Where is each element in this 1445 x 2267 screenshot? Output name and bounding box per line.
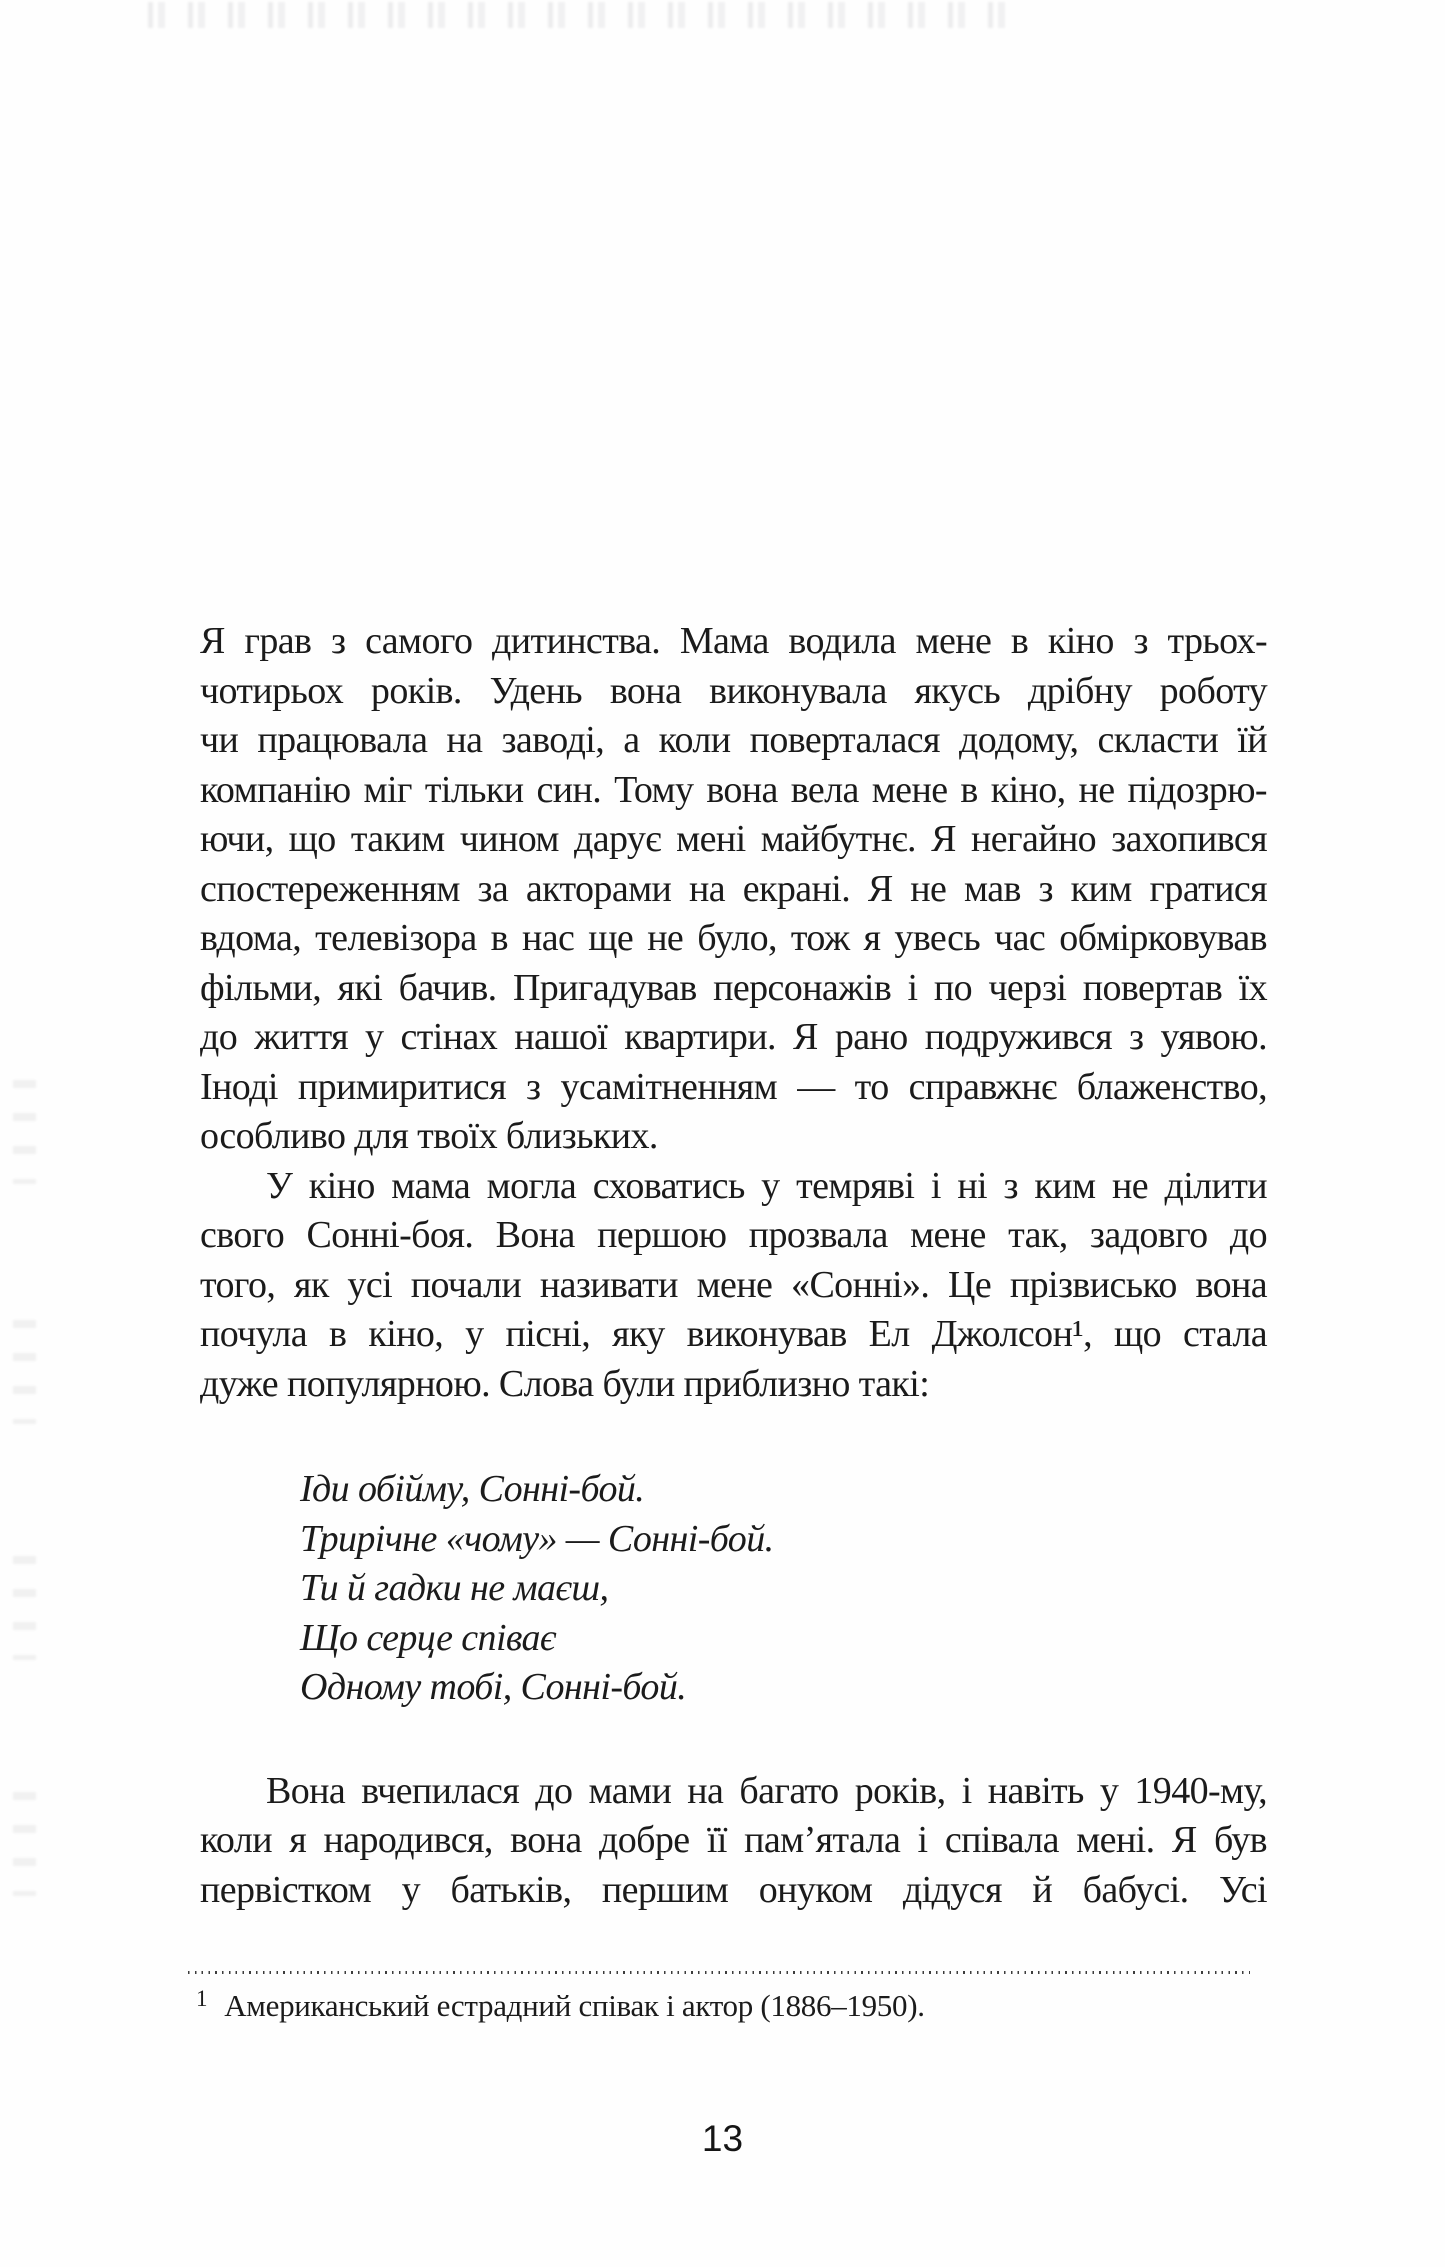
text-line: фільми, які бачив. Пригадував персонажів і по черзі повертав їх bbox=[200, 966, 1267, 1009]
text-line: компанію міг тільки син. Тому вона вела мене в кіно, не підозрю- bbox=[200, 768, 1267, 811]
text-line: ючи, що таким чином дарує мені майбутнє. Я негайно захопився bbox=[200, 818, 1267, 860]
text-line: Одному тобі, Сонні-бой. bbox=[300, 1666, 687, 1708]
page-bleed-through-artifact bbox=[13, 1320, 36, 1424]
text-line: почула в кіно, у пісні, яку виконував Ел Джолсон¹, що стала bbox=[200, 1313, 1267, 1355]
page-text-block bbox=[200, 617, 1267, 1915]
page-bleed-through-artifact bbox=[148, 2, 1010, 28]
text-line: вдома, телевізора в нас ще не було, тож я увесь час обмірковував bbox=[200, 917, 1267, 959]
text-line: коли я народився, вона добре її пам’ятала і співала мені. Я був bbox=[200, 1819, 1267, 1861]
text-line: Вона вчепилася до мами на багато років, і навіть у 1940-му, bbox=[266, 1769, 1267, 1812]
text-line: Іноді примиритися з усамітненням — то справжнє блаженство, bbox=[200, 1065, 1267, 1108]
text-line: Що серце співає bbox=[300, 1616, 556, 1659]
song-verse bbox=[300, 1465, 1267, 1713]
text-line: свого Сонні-боя. Вона першою прозвала мене так, задовго до bbox=[200, 1214, 1267, 1256]
paragraph-3 bbox=[200, 1767, 1267, 1916]
page-bleed-through-artifact bbox=[13, 1792, 36, 1896]
text-line: Я грав з самого дитинства. Мама водила мене в кіно з трьох- bbox=[200, 620, 1267, 662]
text-line: Ти й гадки не маєш, bbox=[300, 1567, 609, 1609]
paragraph-1 bbox=[200, 617, 1267, 1162]
page-bleed-through-artifact bbox=[13, 1080, 36, 1184]
text-line: Трирічне «чому» — Сонні-бой. bbox=[300, 1517, 774, 1560]
text-line: до життя у стінах нашої квартири. Я рано подружився з уявою. bbox=[200, 1016, 1267, 1058]
text-line: чотирьох років. Удень вона виконувала якусь дрібну роботу bbox=[200, 669, 1267, 712]
text-line: особливо для твоїх близьких. bbox=[200, 1115, 658, 1157]
text-line: чи працювала на заводі, а коли поверталася додому, скласти їй bbox=[200, 719, 1267, 761]
text-line: У кіно мама могла сховатись у темряві і ні з ким не ділити bbox=[266, 1164, 1267, 1207]
text-line: Іди обійму, Сонні-бой. bbox=[300, 1468, 645, 1510]
footnote-text: Американський естрадний співак і актор (1886–1950). bbox=[224, 1988, 925, 2023]
text-line: того, як усі почали називати мене «Сонні». Це прізвисько вона bbox=[200, 1263, 1267, 1306]
text-line: дуже популярною. Слова були приблизно такі: bbox=[200, 1362, 930, 1405]
page-bleed-through-artifact bbox=[13, 1556, 36, 1660]
footnote-marker: 1 bbox=[196, 1986, 208, 2011]
text-line: спостереженням за акторами на екрані. Я не мав з ким гратися bbox=[200, 867, 1267, 910]
paragraph-2 bbox=[200, 1162, 1267, 1410]
text-line: первістком у батьків, першим онуком дідуся й бабусі. Усі bbox=[200, 1868, 1267, 1911]
footnote-separator bbox=[188, 1971, 1250, 1974]
footnote bbox=[196, 1988, 1196, 2024]
page-number: 13 bbox=[701, 2118, 744, 2159]
